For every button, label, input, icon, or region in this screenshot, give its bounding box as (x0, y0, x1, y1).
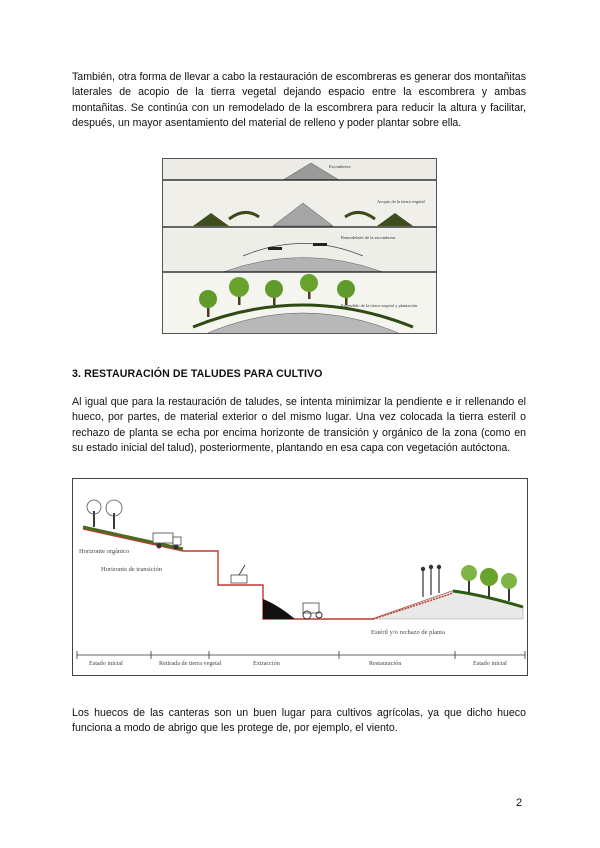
figure2-label-horizonte-organico: Horizonte orgánico (79, 548, 130, 555)
phase-estado-inicial-1: Estado inicial (89, 660, 123, 667)
figure-talud-cultivo (72, 478, 528, 676)
figure1-label-escombrera: Escombrera (329, 164, 351, 169)
figure-talud-drawing (73, 479, 528, 676)
figure-escombrera-restoration (162, 158, 437, 334)
paragraph-canteras: Los huecos de las canteras son un buen lugar para cultivos agrícolas, ya que dicho hueco funciona a modo de abrigo que les protege de, por ejemplo, el viento. (72, 707, 526, 735)
paragraph-taludes: Al igual que para la restauración de taludes, se intenta minimizar la pendiente e ir rellenando el hueco, por partes, de material exterior o del mismo lugar. Una vez colocada la tierra esteril o rechazo de planta se echa por encima horizonte de transición y orgánico de la zona (como en su estado inicial del talud), posteriormente, plantando en esa capa con vegetación autóctona. (72, 396, 526, 455)
paragraph-intro: También, otra forma de llevar a cabo la restauración de escombreras es generar dos montañitas laterales de acopio de la tierra vegetal dejando espacio entre la escombrera y ambas montañitas. Se continúa con un remodelado de la escombrera para reducir la altura y facilitar, después, un mayor asentamiento del material de relleno y poder plantar sobre ella. (72, 71, 526, 130)
figure2-label-esteril: Estéril y/o rechazo de planta (371, 629, 445, 636)
figure1-label-remodelado: Remodelado de la escombrera (341, 235, 396, 240)
figure2-label-horizonte-transicion: Horizonte de transición (101, 566, 163, 573)
section-heading: 3. RESTAURACIÓN DE TALUDES PARA CULTIVO (72, 368, 323, 380)
phase-retirada-tierra: Retirada de tierra vegetal (159, 660, 222, 667)
figure-escombrera-drawing (163, 159, 437, 334)
phase-estado-inicial-2: Estado inicial (473, 660, 507, 667)
phase-extraccion: Extracción (253, 660, 280, 667)
figure1-label-extendido: Extendido de la tierra vegetal y plantación (341, 303, 418, 308)
phase-restauracion: Restauración (369, 660, 402, 667)
page-number: 2 (516, 797, 523, 809)
figure1-label-acopio: Acopio de la tierra vegetal (377, 199, 425, 204)
